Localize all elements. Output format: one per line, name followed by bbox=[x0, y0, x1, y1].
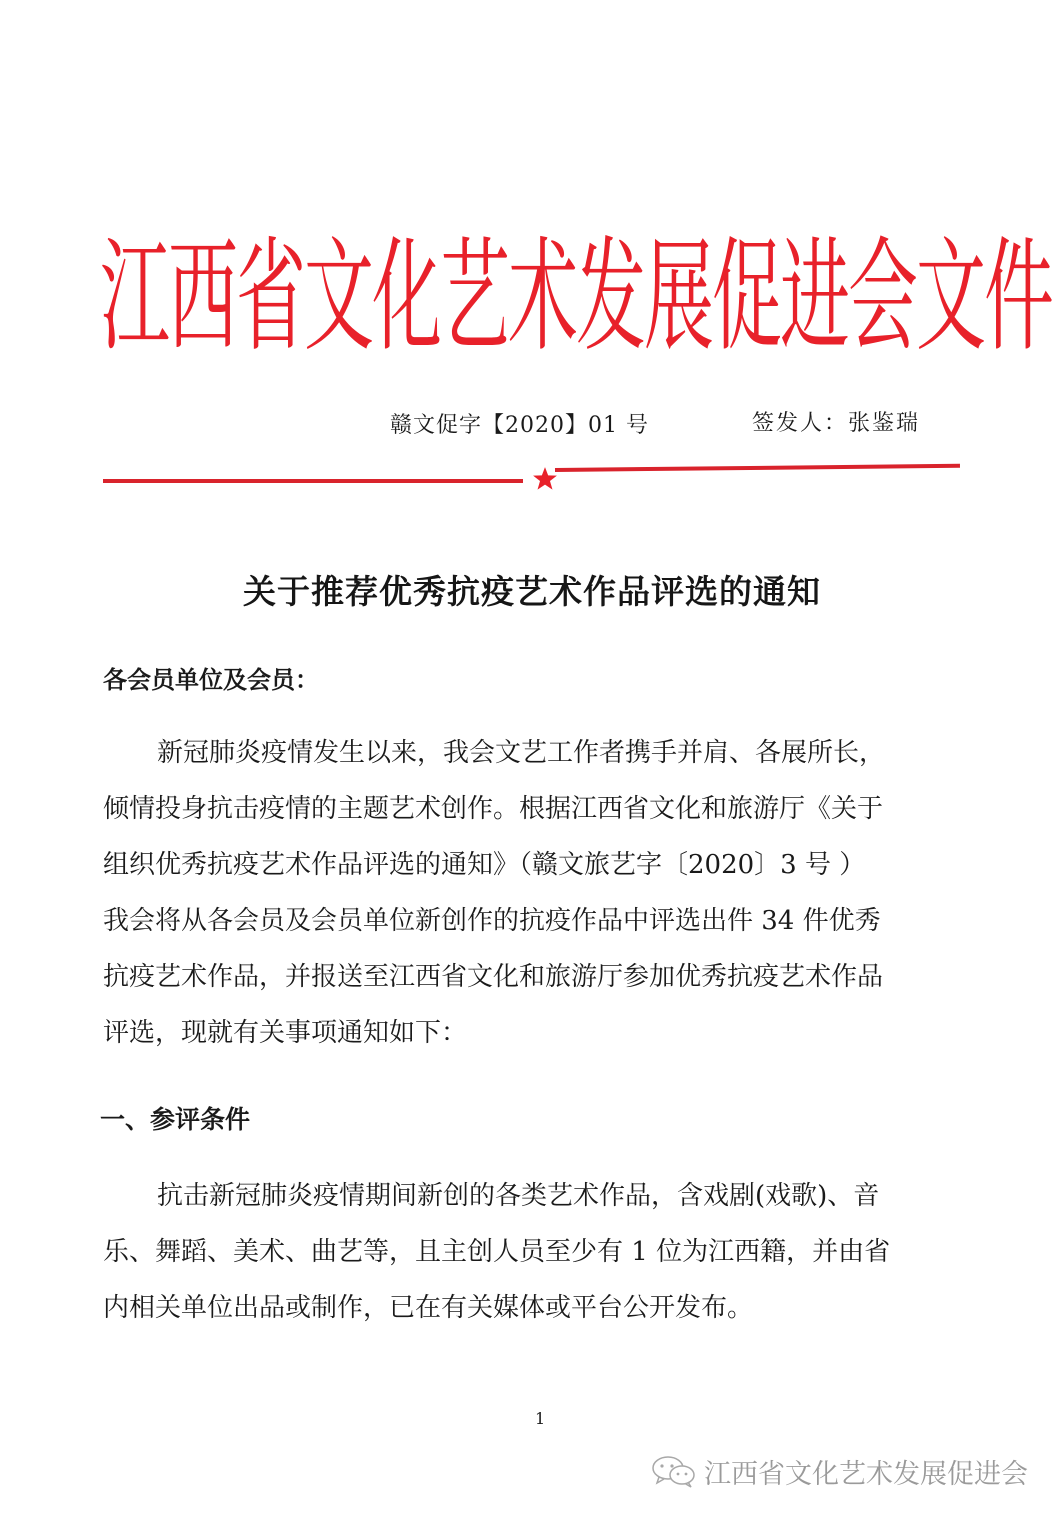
issuer: 签发人：张鉴瑞 bbox=[752, 411, 921, 436]
page-number: 1 bbox=[535, 1409, 546, 1428]
section-heading: 一、参评条件 bbox=[100, 1105, 251, 1134]
notice-title: 关于推荐优秀抗疫艺术作品评选的通知 bbox=[243, 572, 821, 611]
wechat-icon bbox=[650, 1454, 698, 1490]
paragraph-line: 我会将从各会员及会员单位新创作的抗疫作品中评选出件 34 件优秀 bbox=[103, 906, 881, 936]
header-rule-left bbox=[103, 479, 523, 483]
watermark-text: 江西省文化艺术发展促进会 bbox=[704, 1459, 1028, 1490]
document-header-title: 江西省文化艺术发展促进会文件 bbox=[100, 225, 1052, 369]
paragraph-line: 乐、舞蹈、美术、曲艺等，且主创人员至少有 1 位为江西籍，并由省 bbox=[103, 1237, 891, 1267]
document-number: 赣文促字【2020】01 号 bbox=[390, 413, 649, 438]
paragraph-intro bbox=[103, 725, 963, 1061]
paragraph-criteria bbox=[103, 1168, 963, 1336]
salutation: 各会员单位及会员： bbox=[103, 666, 319, 694]
paragraph-line: 评选，现就有关事项通知如下： bbox=[103, 1018, 468, 1048]
paragraph-line: 新冠肺炎疫情发生以来，我会文艺工作者携手并肩、各展所长， bbox=[157, 738, 886, 768]
watermark bbox=[650, 1452, 1028, 1491]
header-rule-right bbox=[555, 464, 960, 472]
paragraph-line: 抗击新冠肺炎疫情期间新创的各类艺术作品，含戏剧(戏歌)、音 bbox=[157, 1181, 880, 1211]
paragraph-line: 倾情投身抗击疫情的主题艺术创作。根据江西省文化和旅游厅《关于 bbox=[103, 794, 884, 824]
paragraph-line: 组织优秀抗疫艺术作品评选的通知》（赣文旅艺字〔2020〕3 号 ） bbox=[103, 850, 866, 880]
paragraph-line: 抗疫艺术作品，并报送至江西省文化和旅游厅参加优秀抗疫艺术作品 bbox=[103, 962, 884, 992]
paragraph-line: 内相关单位出品或制作，已在有关媒体或平台公开发布。 bbox=[103, 1293, 754, 1323]
